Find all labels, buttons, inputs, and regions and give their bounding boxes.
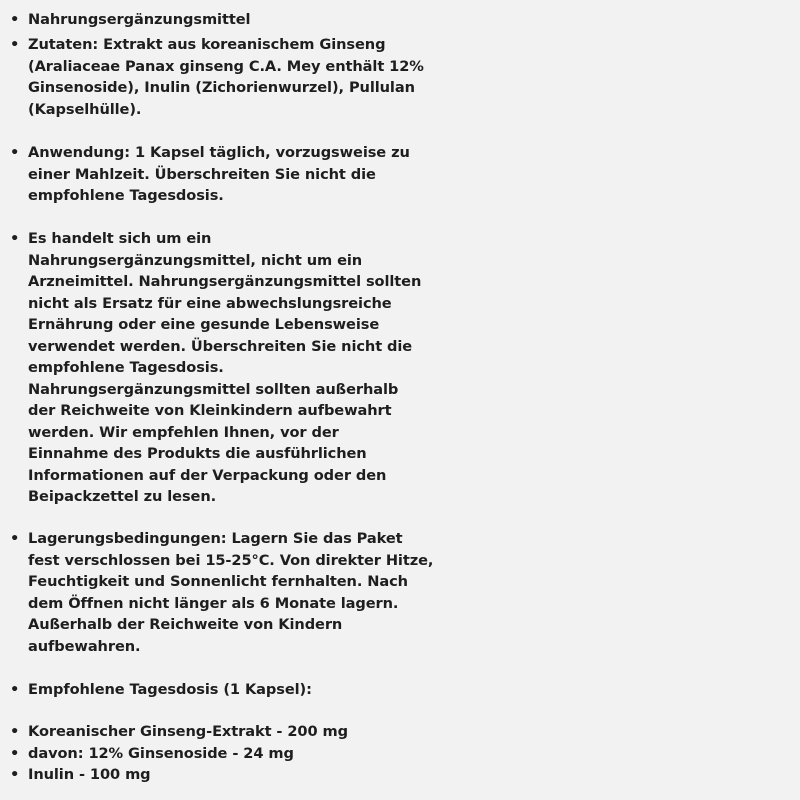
list-item-text: Lagerungsbedingungen: Lagern Sie das Paket fest verschlossen bei 15-25°C. Von direkter Hitze, Feuchtigkeit und Sonnenlicht fernhalten. Nach dem Öffnen nicht länger als 6 Monate lagern. Außerhalb der Reichweite von Kindern aufbewahren. xyxy=(28,530,434,655)
list-item-usage xyxy=(10,142,440,207)
list-item-text: Empfohlene Tagesdosis (1 Kapsel): xyxy=(28,681,312,698)
list-item-disclaimer xyxy=(10,228,440,508)
list-item-ingredients xyxy=(10,34,440,120)
bullet: • xyxy=(10,144,20,161)
list-item-text: davon: 12% Ginsenoside - 24 mg xyxy=(28,745,294,762)
bullet: • xyxy=(10,766,20,783)
bullet: • xyxy=(10,530,20,547)
list-item-text: Zutaten: Extrakt aus koreanischem Ginseng (Araliaceae Panax ginseng C.A. Mey enthält 12% Ginsenoside), Inulin (Zichorienwurzel), Pullulan (Kapselhülle). xyxy=(28,36,424,118)
list-item-text: Es handelt sich um ein Nahrungsergänzungsmittel, nicht um ein Arzneimittel. Nahrungsergänzungsmittel sollten nicht als Ersatz für eine abwechslungsreiche Ernährung oder eine gesunde Lebensweise verwendet werden. Überschreiten Sie nicht die empfohlene Tagesdosis. Nahrungsergänzungsmittel sollten außerhalb der Reichweite von Kleinkindern aufbewahrt werden. Wir empfehlen Ihnen, vor der Einnahme des Produkts die ausführlichen Informationen auf der Verpackung oder den Beipackzettel zu lesen. xyxy=(28,230,422,505)
bullet: • xyxy=(10,723,20,740)
list-item-text: Inulin - 100 mg xyxy=(28,766,151,783)
list-item-text: Nahrungsergänzungsmittel xyxy=(28,11,251,28)
bullet: • xyxy=(10,230,20,247)
list-item-ginseng-extract xyxy=(10,721,440,743)
bullet: • xyxy=(10,681,20,698)
list-item-text: Anwendung: 1 Kapsel täglich, vorzugsweise zu einer Mahlzeit. Überschreiten Sie nicht die empfohlene Tagesdosis. xyxy=(28,144,410,204)
bullet: • xyxy=(10,36,20,53)
list-item-text: Koreanischer Ginseng-Extrakt - 200 mg xyxy=(28,723,348,740)
list-item-daily-dose-heading xyxy=(10,679,440,701)
list-item-ginsenosides xyxy=(10,743,440,765)
list-item-product-type xyxy=(10,9,440,31)
list-item-inulin xyxy=(10,764,440,786)
bullet: • xyxy=(10,745,20,762)
list-item-storage xyxy=(10,528,440,657)
bullet: • xyxy=(10,11,20,28)
